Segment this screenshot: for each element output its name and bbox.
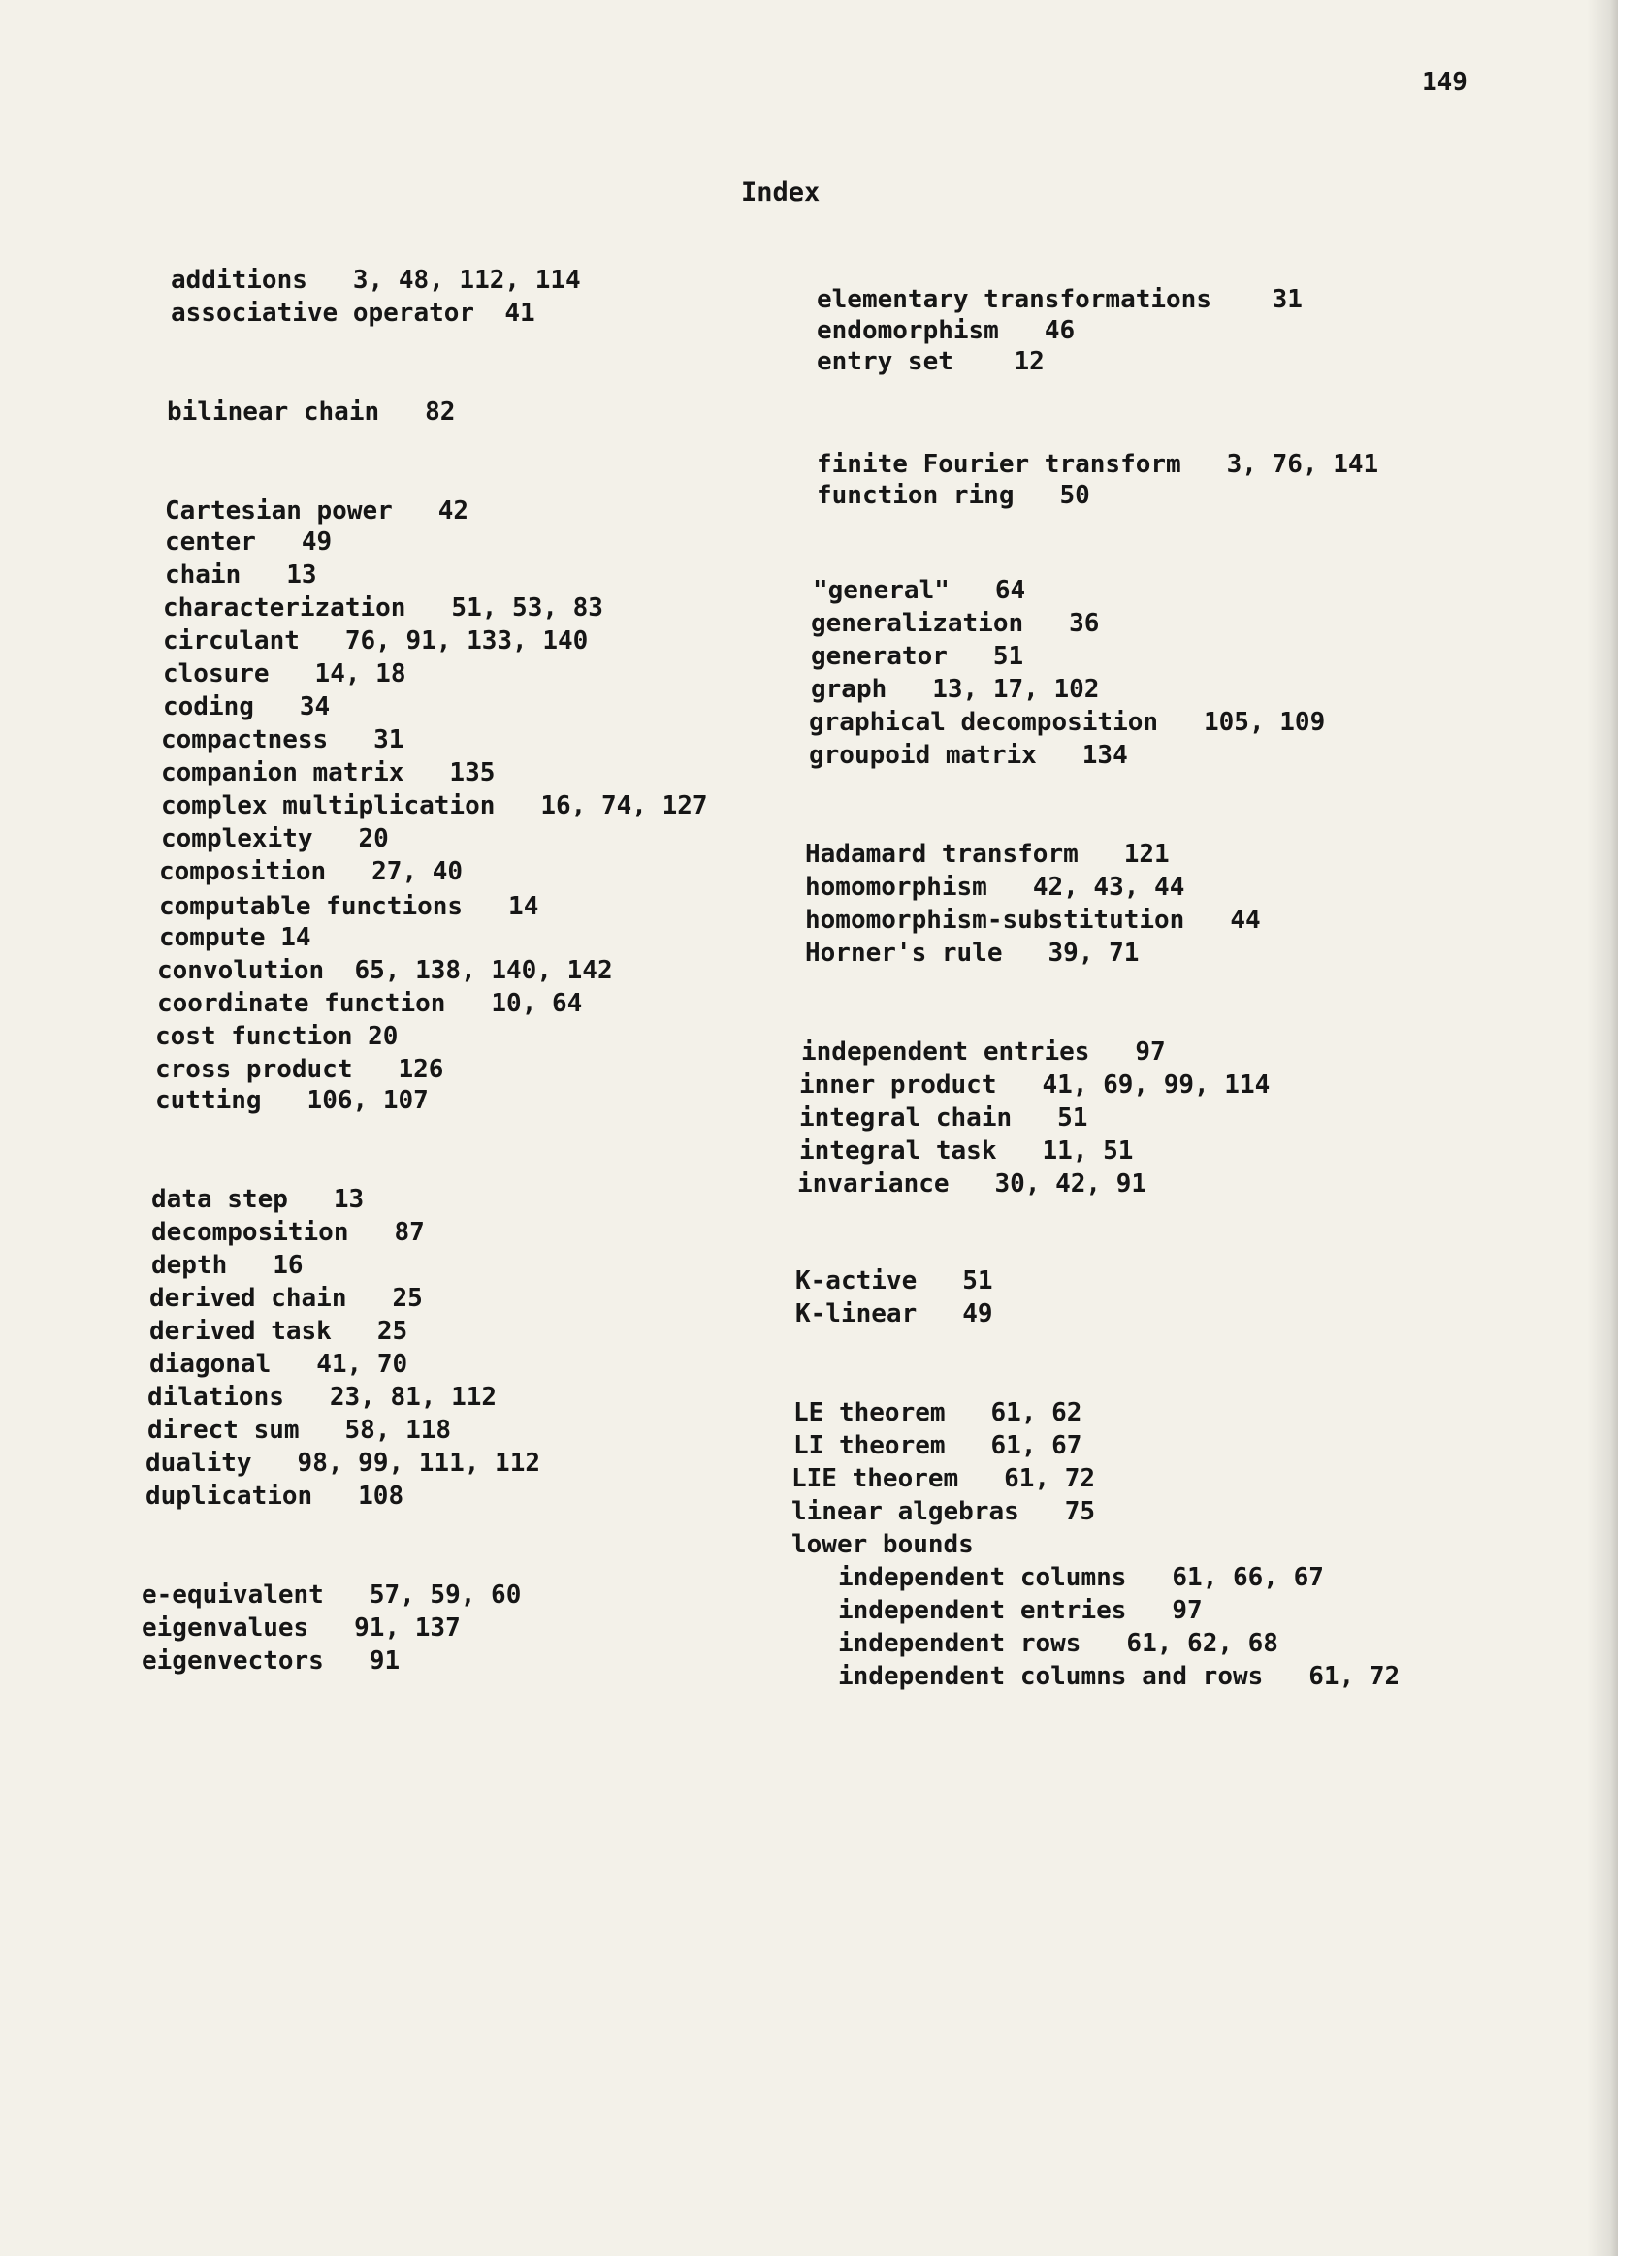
index-entry: Hadamard transform 121 [805, 840, 1170, 869]
index-entry: function ring 50 [817, 481, 1090, 510]
index-entry: eigenvalues 91, 137 [142, 1613, 461, 1643]
index-entry: cross product 126 [155, 1055, 444, 1084]
index-entry: entry set 12 [817, 347, 1045, 376]
index-entry: companion matrix 135 [161, 758, 496, 787]
index-entry: LI theorem 61, 67 [793, 1431, 1082, 1460]
index-entry: "general" 64 [813, 576, 1026, 605]
index-entry: compactness 31 [161, 725, 404, 754]
index-entry: duplication 108 [145, 1482, 404, 1511]
index-entry: convolution 65, 138, 140, 142 [157, 956, 613, 985]
index-entry: linear algebras 75 [791, 1497, 1096, 1526]
index-entry: decomposition 87 [151, 1218, 425, 1247]
page-bottom-edge [0, 2256, 1645, 2268]
index-entry: depth 16 [151, 1251, 304, 1280]
index-entry: LIE theorem 61, 72 [791, 1464, 1096, 1493]
index-entry: homomorphism 42, 43, 44 [805, 873, 1185, 902]
index-entry: homomorphism-substitution 44 [805, 906, 1261, 935]
index-subentry: independent columns and rows 61, 72 [838, 1662, 1401, 1691]
index-entry: elementary transformations 31 [817, 285, 1303, 314]
index-entry: generator 51 [811, 642, 1024, 671]
index-entry: finite Fourier transform 3, 76, 141 [817, 450, 1379, 479]
index-entry: Horner's rule 39, 71 [805, 939, 1140, 968]
index-entry: closure 14, 18 [163, 659, 406, 688]
index-entry: associative operator 41 [171, 299, 535, 328]
index-entry: diagonal 41, 70 [149, 1350, 408, 1379]
page-title: Index [741, 177, 821, 208]
index-entry: compute 14 [159, 923, 311, 952]
index-entry: cutting 106, 107 [155, 1086, 429, 1115]
index-entry: center 49 [165, 527, 333, 557]
index-entry: Cartesian power 42 [165, 496, 469, 526]
index-entry: K-active 51 [795, 1266, 993, 1295]
page-number: 149 [1422, 68, 1468, 97]
index-entry: inner product 41, 69, 99, 114 [799, 1070, 1271, 1100]
index-entry: computable functions 14 [159, 892, 539, 921]
index-entry: integral task 11, 51 [799, 1136, 1134, 1166]
index-entry: K-linear 49 [795, 1299, 993, 1328]
index-entry: characterization 51, 53, 83 [163, 593, 603, 623]
index-entry: circulant 76, 91, 133, 140 [163, 626, 589, 655]
index-entry: composition 27, 40 [159, 857, 464, 886]
page-edge [1618, 0, 1645, 2268]
index-entry: derived task 25 [149, 1317, 408, 1346]
index-entry: generalization 36 [811, 609, 1100, 638]
index-subentry: independent entries 97 [838, 1596, 1203, 1625]
index-entry: lower bounds [791, 1530, 974, 1559]
index-entry: integral chain 51 [799, 1103, 1088, 1133]
index-entry: eigenvectors 91 [142, 1646, 401, 1676]
index-entry: bilinear chain 82 [167, 398, 456, 427]
index-entry: endomorphism 46 [817, 316, 1076, 345]
index-entry: data step 13 [151, 1185, 365, 1214]
index-entry: duality 98, 99, 111, 112 [145, 1449, 540, 1478]
index-entry: invariance 30, 42, 91 [797, 1169, 1147, 1198]
index-entry: direct sum 58, 118 [147, 1416, 452, 1445]
index-entry: cost function 20 [155, 1022, 399, 1051]
index-entry: chain 13 [165, 560, 317, 590]
index-entry: additions 3, 48, 112, 114 [171, 266, 581, 295]
index-entry: graphical decomposition 105, 109 [809, 708, 1326, 737]
index-entry: groupoid matrix 134 [809, 741, 1128, 770]
index-subentry: independent rows 61, 62, 68 [838, 1629, 1278, 1658]
index-entry: dilations 23, 81, 112 [147, 1383, 498, 1412]
index-entry: LE theorem 61, 62 [793, 1398, 1082, 1427]
index-entry: derived chain 25 [149, 1284, 423, 1313]
index-entry: coordinate function 10, 64 [157, 989, 583, 1018]
index-entry: independent entries 97 [801, 1038, 1166, 1067]
index-entry: e-equivalent 57, 59, 60 [142, 1581, 522, 1610]
index-entry: coding 34 [163, 692, 331, 721]
index-entry: complexity 20 [161, 824, 389, 853]
index-subentry: independent columns 61, 66, 67 [838, 1563, 1324, 1592]
index-entry: graph 13, 17, 102 [811, 675, 1100, 704]
index-entry: complex multiplication 16, 74, 127 [161, 791, 708, 820]
